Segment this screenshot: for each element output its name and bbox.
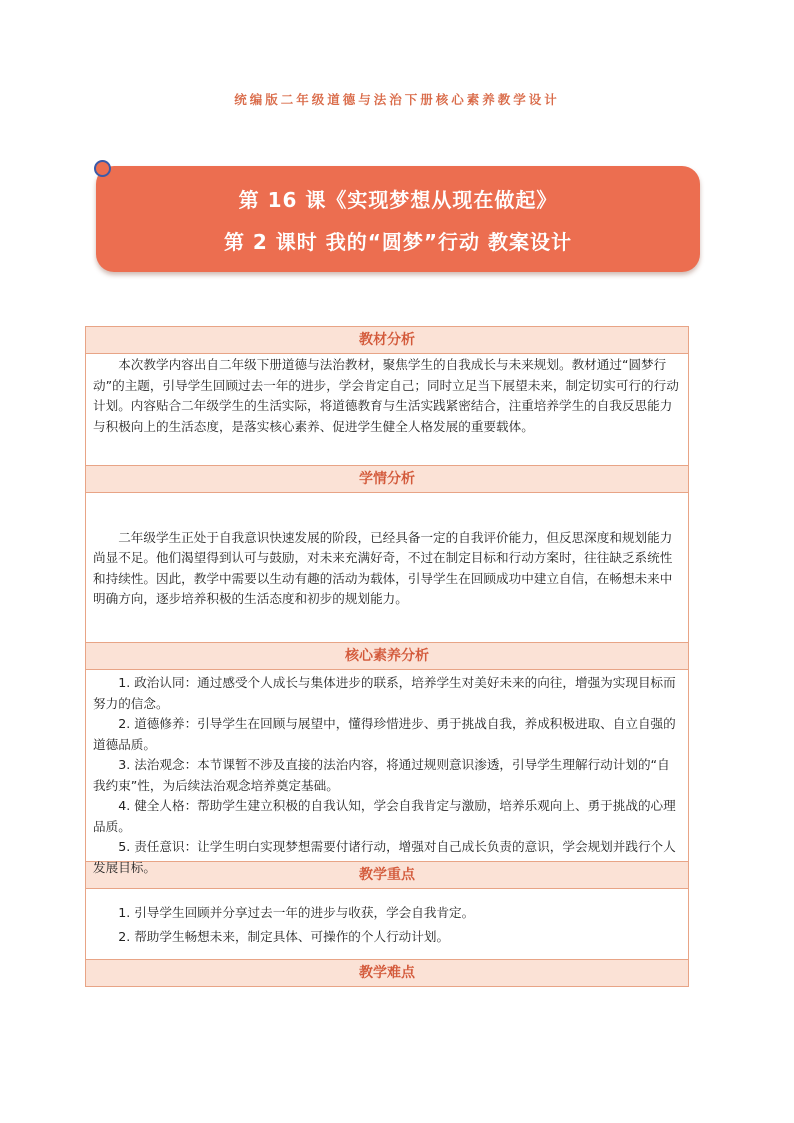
list-item: 5. 责任意识：让学生明白实现梦想需要付诸行动，增强对自己成长负责的意识，学会规划并践行个人发展目标。: [93, 839, 676, 875]
section-body: [86, 889, 688, 959]
section-student-analysis: [86, 466, 688, 643]
lesson-subtitle: 第 2 课时 我的“圆梦”行动 教案设计: [223, 230, 573, 254]
section-heading: 教学难点: [86, 960, 688, 986]
paragraph: 二年级学生正处于自我意识快速发展的阶段，已经具备一定的自我评价能力，但反思深度和规划能力尚显不足。他们渴望得到认可与鼓励，对未来充满好奇，不过在制定目标和行动方案时，往往缺乏系统性和持续性。因此，教学中需要以生动有趣的活动为载体，引导学生在回顾成功中建立自信，在畅想未来中明确方向，逐步培养积极的生活态度和初步的规划能力。: [93, 529, 673, 606]
section-heading: 教材分析: [86, 327, 688, 354]
document-header: 统编版二年级道德与法治下册核心素养教学设计: [234, 92, 560, 107]
lesson-title: 第 16 课《实现梦想从现在做起》: [238, 188, 558, 212]
lesson-plan-table: [85, 326, 689, 987]
list-item: 2. 道德修养：引导学生在回顾与展望中，懂得珍惜进步、勇于挑战自我，养成积极进取、自立自强的道德品质。: [93, 716, 676, 752]
title-banner: [96, 166, 700, 272]
list-item: 4. 健全人格：帮助学生建立积极的自我认知，学会自我肯定与激励，培养乐观向上、勇于挑战的心理品质。: [93, 798, 676, 834]
section-textbook-analysis: [86, 327, 688, 466]
section-key-points: [86, 862, 688, 960]
section-heading: 学情分析: [86, 466, 688, 493]
section-difficult-points: [86, 960, 688, 986]
list-item: 2. 帮助学生畅想未来，制定具体、可操作的个人行动计划。: [118, 929, 450, 944]
section-heading: 核心素养分析: [86, 643, 688, 670]
section-body: [86, 354, 688, 465]
list-item: 3. 法治观念：本节课暂不涉及直接的法治内容，将通过规则意识渗透，引导学生理解行动计划的“自我约束”性，为后续法治观念培养奠定基础。: [93, 757, 670, 793]
banner-dot-decoration: [94, 160, 111, 177]
list-item: 1. 引导学生回顾并分享过去一年的进步与收获，学会自我肯定。: [118, 905, 475, 920]
list-item: 1. 政治认同：通过感受个人成长与集体进步的联系，培养学生对美好未来的向往，增强为实现目标而努力的信念。: [93, 675, 676, 711]
section-heading: 教学重点: [86, 862, 688, 889]
section-body: [86, 493, 688, 642]
paragraph: 本次教学内容出自二年级下册道德与法治教材，聚焦学生的自我成长与未来规划。教材通过“圆梦行动”的主题，引导学生回顾过去一年的进步，学会肯定自己；同时立足当下展望未来，制定切实可行的行动计划。内容贴合二年级学生的生活实际，将道德教育与生活实践紧密结合，注重培养学生的自我反思能力与积极向上的生活态度，是落实核心素养、促进学生健全人格发展的重要载体。: [93, 357, 679, 434]
